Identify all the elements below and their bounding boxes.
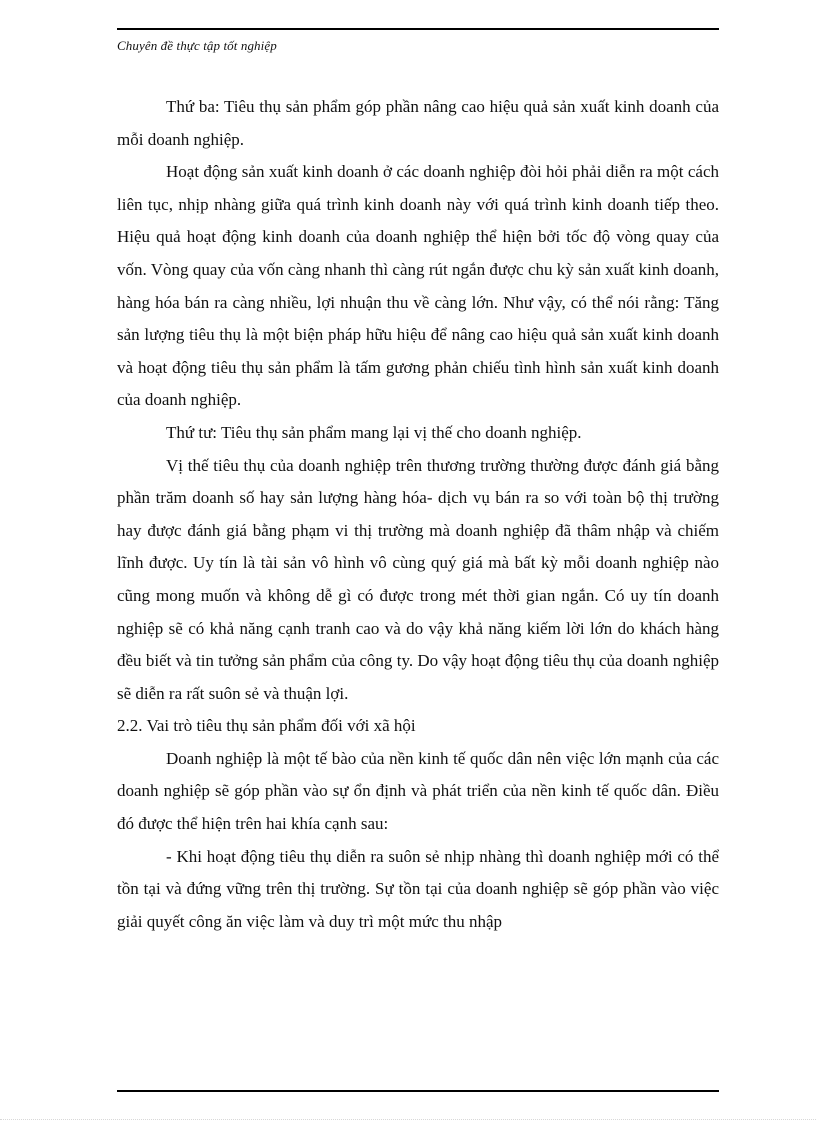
page-edge xyxy=(0,1119,816,1120)
paragraph-thu-ba: Thứ ba: Tiêu thụ sản phẩm góp phần nâng cao hiệu quả sản xuất kinh doanh của mỗi doanh nghiệp. xyxy=(117,97,719,149)
paragraph-thu-tu: Thứ tư: Tiêu thụ sản phẩm mang lại vị thế cho doanh nghiệp. xyxy=(166,422,582,442)
document-body xyxy=(117,91,719,938)
paragraph-hieu-qua: Hoạt động sản xuất kinh doanh ở các doanh nghiệp đòi hỏi phải diễn ra một cách liên tục, nhịp nhàng giữa quá trình kinh doanh này với quá trình kinh doanh tiếp theo. Hiệu quả hoạt động kinh doanh của doanh nghiệp thể hiện bởi tốc độ vòng quay của vốn. Vòng quay của vốn càng nhanh thì càng rút ngắn được chu kỳ sản xuất kinh doanh, hàng hóa bán ra càng nhiều, lợi nhuận thu về càng lớn. Như vậy, có thể nói rằng: Tăng sản lượng tiêu thụ là một biện pháp hữu hiệu để nâng cao hiệu quả sản xuất kinh doanh và hoạt động tiêu thụ sản phẩm là tấm gương phản chiếu tình hình sản xuất kinh doanh của doanh nghiệp. xyxy=(117,162,719,410)
paragraph-te-bao: Doanh nghiệp là một tế bào của nền kinh tế quốc dân nên việc lớn mạnh của các doanh nghiệp sẽ góp phần vào sự ổn định và phát triển của nền kinh tế quốc dân. Điều đó được thể hiện trên hai khía cạnh sau: xyxy=(117,748,719,834)
paragraph-vi-the: Vị thế tiêu thụ của doanh nghiệp trên thương trường thường được đánh giá bằng phần trăm doanh số hay sản lượng hàng hóa- dịch vụ bán ra so với toàn bộ thị trường hay được đánh giá bằng phạm vi thị trường mà doanh nghiệp đã thâm nhập và chiếm lĩnh được. Uy tín là tài sản vô hình vô cùng quý giá mà bất kỳ mỗi doanh nghiệp nào cũng mong muốn và không dễ gì có được trong mét thời gian ngắn. Có uy tín doanh nghiệp sẽ có khả năng cạnh tranh cao và do vậy khả năng kiếm lời lớn do khách hàng đều biết và tin tưởng sản phẩm của công ty. Do vậy hoạt động tiêu thụ của doanh nghiệp sẽ diễn ra rất suôn sẻ và thuận lợi. xyxy=(117,455,719,703)
footer-rule xyxy=(117,1090,719,1092)
header-rule xyxy=(117,28,719,30)
paragraph-bullet-1: - Khi hoạt động tiêu thụ diễn ra suôn sẻ nhịp nhàng thì doanh nghiệp mới có thể tồn tại và đứng vững trên thị trường. Sự tồn tại của doanh nghiệp sẽ góp phần vào việc giải quyết công ăn việc làm và duy trì một mức thu nhập xyxy=(117,846,719,931)
section-heading-2-2: 2.2. Vai trò tiêu thụ sản phẩm đối với xã hội xyxy=(117,716,416,736)
running-header: Chuyên đề thực tập tốt nghiệp xyxy=(117,38,277,53)
